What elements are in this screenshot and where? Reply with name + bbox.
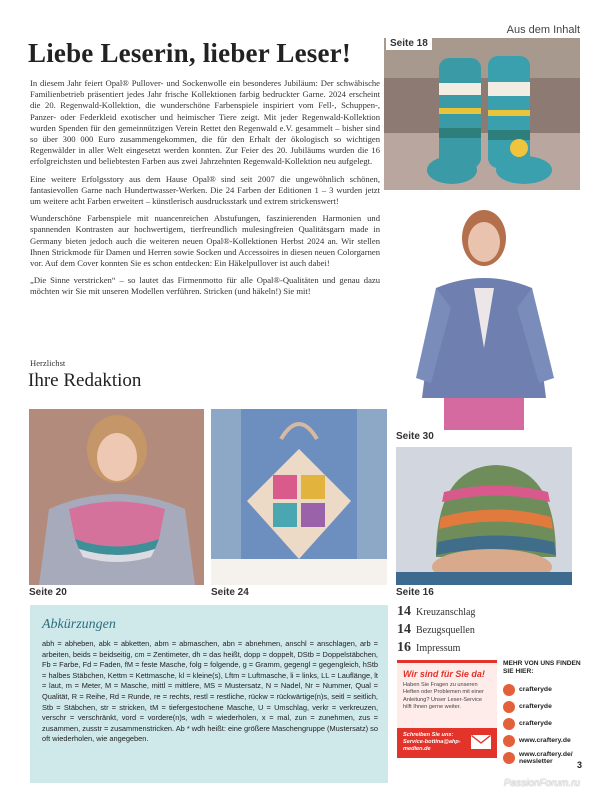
contents-page-number: 14	[397, 604, 411, 619]
web-icon	[503, 735, 515, 747]
facebook-icon	[503, 684, 515, 696]
social-label: crafteryde	[519, 686, 552, 693]
social-label: crafteryde	[519, 720, 552, 727]
page-ref-hat: Seite 16	[396, 587, 434, 598]
contents-label: Kreuzanschlag	[416, 607, 476, 618]
pinterest-icon	[503, 718, 515, 730]
contents-list	[397, 604, 475, 658]
socks-photo[interactable]	[384, 38, 580, 190]
contents-item[interactable]	[397, 604, 475, 620]
page-ref-bag: Seite 24	[211, 587, 249, 598]
editorial-headline: Liebe Leserin, lieber Leser!	[28, 38, 352, 68]
social-link-instagram[interactable]	[503, 698, 587, 715]
instagram-icon	[503, 701, 515, 713]
page-ref-cardigan: Seite 30	[396, 431, 434, 442]
abbreviations-title: Abkürzungen	[42, 617, 116, 632]
paragraph: In diesem Jahr feiert Opal® Pullover- und Sockenwolle ein besonderes Jubiläum: Der schwäbische Familienbetrieb präsentiert jedes Jahr frische Kollektionen farbig bedruckter Garne. 2024 erscheint die 20. Regenwald-Kollektion, die wunderschöne Farbenspiele inspiriert vom Fell-, Schuppen-, Panzer- oder Federkleid exotischer und heimischer Tiere zeigt. Mit jeder Regenwald-Kollektion wurden Spenden für den gemeinnützigen Verein Rettet den Regenwald e.V. gesammelt – bisher sind so über 300 000 Euro zusammengekommen, die für den Erhalt der ökologisch so wichtigen Regenwälder in aller Welt eingesetzt werden konnten. Zur Feier des 20. Jubiläums wurden die 16 erfolgreichsten und beliebtesten Farben aus zwei Jahrzehnten Regenwald-Kollektion neu aufgelegt.	[30, 78, 380, 167]
social-link-pinterest[interactable]	[503, 715, 587, 732]
bag-photo[interactable]	[211, 409, 387, 585]
reader-service-text: Haben Sie Fragen zu unseren Heften oder Problemen mit einer Anleitung? Unser Leser-Service hilft Ihnen gerne weiter.	[403, 682, 484, 711]
envelope-icon	[471, 735, 491, 749]
paragraph: „Die Sinne verstricken“ – so lautet das Firmenmotto für alle Opal®-Qualitäten und genau dazu möchten wir Sie mit unseren Modellen verführen. Stricken (und häkeln!) Sie mit!	[30, 275, 380, 297]
reader-service-box	[397, 660, 497, 758]
section-label: Aus dem Inhalt	[506, 24, 580, 36]
contents-page-number: 16	[397, 640, 411, 655]
social-link-website[interactable]	[503, 732, 587, 749]
social-label: www.craftery.de	[519, 737, 571, 744]
contents-page-number: 14	[397, 622, 411, 637]
hat-photo[interactable]	[396, 447, 572, 585]
social-label: crafteryde	[519, 703, 552, 710]
reader-service-title: Wir sind für Sie da!	[403, 669, 485, 679]
contents-label: Bezugsquellen	[416, 625, 475, 636]
contents-item[interactable]	[397, 640, 475, 656]
social-links	[503, 660, 587, 766]
cardigan-photo[interactable]	[396, 198, 572, 430]
social-heading: MEHR VON UNS FINDEN SIE HIER:	[503, 660, 581, 675]
editorial-text	[30, 78, 380, 304]
watermark: PassionForum.ru	[503, 778, 580, 789]
signature: Ihre Redaktion	[28, 370, 142, 391]
greeting: Herzlichst	[30, 358, 66, 368]
abbreviations-text: abh = abheben, abk = abketten, abm = abmaschen, abn = abnehmen, anschl = anschlagen, arb = arbeiten, beids = beidseitig, cm = Zentimeter, dh = das heißt, dopp = doppelt, DStb = Doppelstäbchen, Fb = Farbe, Fd = Faden, fM = feste Masche, folg = folgende, g = Gramm, gegengl = gegengleich, hStb = halbes Stäbchen, Kettm = Kettmasche, kl = kleine(s), Lftm = Luftmasche, li = links, LL = Lauflänge, lt = laut, m = Meter, M = Masche, mittl = mittlere, MS = Mustersatz, N = Nadel, Nr = Nummer, Qual = Qualität, R = Reihe, Rd = Runde, re = rechts, restl = restliche, rückw = rückwärtige(n)s, seitl = seitlich, Stb = Stäbchen, str = stricken, tM = tiefergestochene Masche, U = Umschlag, verkr = verkreuzen, verschr = verschränkt, vord = vordere(n)s, wdh = wiederholen, x = mal, zun = zunehmen, zus = zusammen, zusstr = zusammenstricken. Ab * wdh heißt: eine größere Maschengruppe (Mustersatz) so oft wiederholen, wie angegeben.	[42, 639, 378, 744]
social-link-newsletter[interactable]	[503, 749, 587, 766]
paragraph: Eine weitere Erfolgsstory aus dem Hause Opal® sind seit 2007 die ungewöhnlich schönen, fantasievollen Garne nach Hundertwasser-Werken. Die 24 Farben der Editionen 1 – 3 wurden jetzt um weitere acht Farben erweitert – künstlerisch ausdrucksstark und extrem strickenswert!	[30, 173, 380, 207]
social-label: www.craftery.de/ newsletter	[519, 750, 573, 765]
reader-service-email[interactable]: Schreiben Sie uns: Service-bottina@ahp-medien.de	[403, 732, 461, 752]
reader-service-contact[interactable]	[397, 728, 497, 758]
social-link-facebook[interactable]	[503, 681, 587, 698]
page-number: 3	[576, 760, 582, 770]
abbreviations-box	[30, 605, 388, 783]
page-ref-sweater: Seite 20	[29, 587, 67, 598]
contents-item[interactable]	[397, 622, 475, 638]
page-ref-socks: Seite 18	[386, 37, 432, 50]
sweater-photo[interactable]	[29, 409, 204, 585]
newsletter-icon	[503, 752, 515, 764]
contents-label: Impressum	[416, 643, 461, 654]
paragraph: Wunderschöne Farbenspiele mit nuancenreichen Abstufungen, faszinierenden Harmonien und spannenden Kontrasten aur hochwertigem, tierfreundlich mulesingfreien Qualitätsgarn made in Germany bieten jedoch auch die weiteren neuen Opal®-Kollektionen Herbst 2024 an. Wir stellen Ihnen Strickmode für Damen und Herren sowie Socken und Accessoires in diesen neuen Colorgarnen vor. Auf dem Cover konnten Sie es schon entdecken: Ein Häkelpullover ist auch dabei!	[30, 213, 380, 269]
